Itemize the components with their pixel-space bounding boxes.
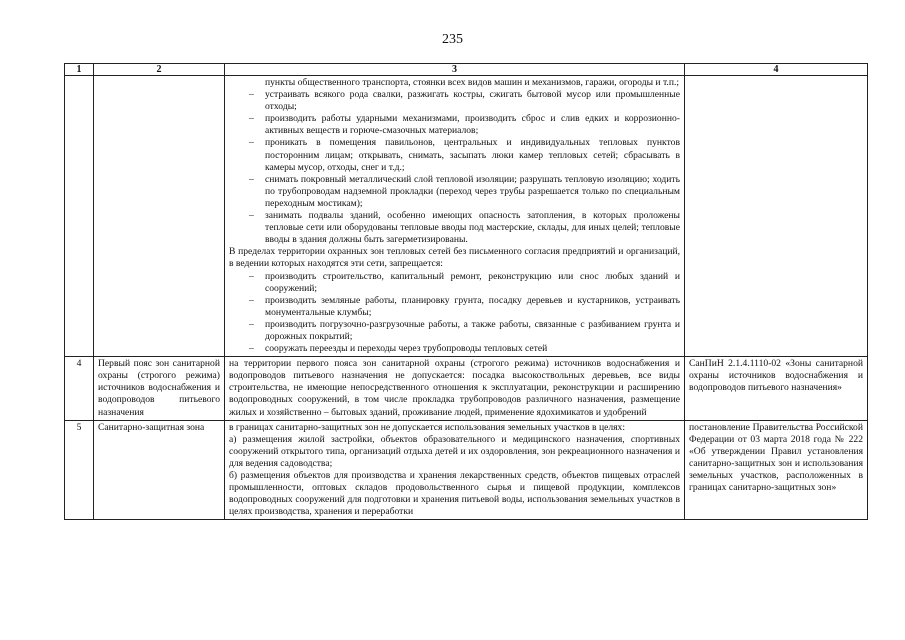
- list-item: – снимать покровный металлический слой тепловой изоляции; разрушать тепловую изоляцию; ходить по трубопроводам надземной прокладки (переход через трубы разрешается только по специальным переходным мостикам);: [265, 174, 680, 210]
- list-continuation: пункты общественного транспорта, стоянки всех видов машин и механизмов, гаражи, огороды и т.п.;: [265, 77, 680, 88]
- list-item: – производить земляные работы, планировку грунта, посадку деревьев и кустарников, устраивать монументальные клумбы;: [265, 295, 680, 319]
- restrictions-cell: [225, 420, 685, 520]
- restrictions-cell: [225, 76, 685, 357]
- column-header: 4: [685, 64, 868, 76]
- page-number: 235: [442, 32, 463, 47]
- source-cell: [685, 76, 868, 357]
- restrictions-cell: на территории первого пояса зон санитарной охраны (строгого режима) источников водоснабжения и водопроводов питьевого назначения не допускается: посадка высокоствольных деревьев, все виды строительства, не имеющие непосредственного отношения к эксплуатации, реконструкции и расширению водопроводных сооружений, в том числе прокладка трубопроводов различного назначения, размещение жилых и хозяйственно – бытовых зданий, проживание людей, применение ядохимикатов и удобрений: [225, 357, 685, 420]
- table-row: [65, 357, 868, 420]
- zone-name: [94, 76, 225, 357]
- prohibition-list: [229, 271, 680, 356]
- restrictions-table: [64, 63, 868, 520]
- zone-name: Санитарно-защитная зона: [94, 420, 225, 520]
- list-item: – производить погрузочно-разгрузочные работы, а также работы, связанные с разбиванием грунта и дорожных покрытий;: [265, 319, 680, 343]
- header-row: [65, 64, 868, 76]
- list-item: – производить работы ударными механизмами, производить сброс и слив едких и коррозионно-активных веществ и горюче-смазочных материалов;: [265, 113, 680, 137]
- paragraph: а) размещения жилой застройки, объектов образовательного и медицинского назначения, спортивных сооружений открытого типа, организаций отдыха детей и их оздоровления, зон рекреационного назначения и для ведения садоводства;: [229, 433, 680, 469]
- row-number: [65, 76, 94, 357]
- row-number: 5: [65, 420, 94, 520]
- list-item: – производить строительство, капитальный ремонт, реконструкцию или снос любых зданий и сооружений;: [265, 271, 680, 295]
- list-item: – занимать подвалы зданий, особенно имеющих опасность затопления, в которых проложены тепловые сети или оборудованы тепловые вводы под мастерские, склады, для иных целей; тепловые вводы в здания должны быть загерметизированы.: [265, 210, 680, 246]
- zone-name: Первый пояс зон санитарной охраны (строгого режима) источников водоснабжения и водопроводов питьевого назначения: [94, 357, 225, 420]
- paragraph: В пределах территории охранных зон тепловых сетей без письменного согласия предприятий и организаций, в ведении которых находятся эти сети, запрещается:: [229, 246, 680, 270]
- prohibition-list: [229, 89, 680, 246]
- table-row: [65, 420, 868, 520]
- list-item: – устраивать всякого рода свалки, разжигать костры, сжигать бытовой мусор или промышленные отходы;: [265, 89, 680, 113]
- row-number: 4: [65, 357, 94, 420]
- paragraph: в границах санитарно-защитных зон не допускается использования земельных участков в целях:: [229, 421, 625, 433]
- column-header: 1: [65, 64, 94, 76]
- list-item: – сооружать переезды и переходы через трубопроводы тепловых сетей: [265, 343, 680, 355]
- table-row: [65, 76, 868, 357]
- column-header: 3: [225, 64, 685, 76]
- source-cell: СанПиН 2.1.4.1110-02 «Зоны санитарной охраны источников водоснабжения и водопроводов питьевого назначения»: [685, 357, 868, 420]
- column-header: 2: [94, 64, 225, 76]
- source-cell: постановление Правительства Российской Федерации от 03 марта 2018 года № 222 «Об утверждении Правил установления санитарно-защитных зон и использования земельных участков, расположенных в границах санитарно-защитных зон»: [685, 420, 868, 520]
- paragraph: б) размещения объектов для производства и хранения лекарственных средств, объектов пищевых отраслей промышленности, оптовых складов продовольственного сырья и пищевой продукции, комплексов водопроводных сооружений для подготовки и хранения питьевой воды, использования земельных участков в целях производства, хранения и переработки: [229, 470, 680, 518]
- list-item: – проникать в помещения павильонов, центральных и индивидуальных тепловых пунктов посторонним лицам; открывать, снимать, засыпать люки камер тепловых сетей; сбрасывать в камеры мусор, отходы, снег и т.д.;: [265, 137, 680, 173]
